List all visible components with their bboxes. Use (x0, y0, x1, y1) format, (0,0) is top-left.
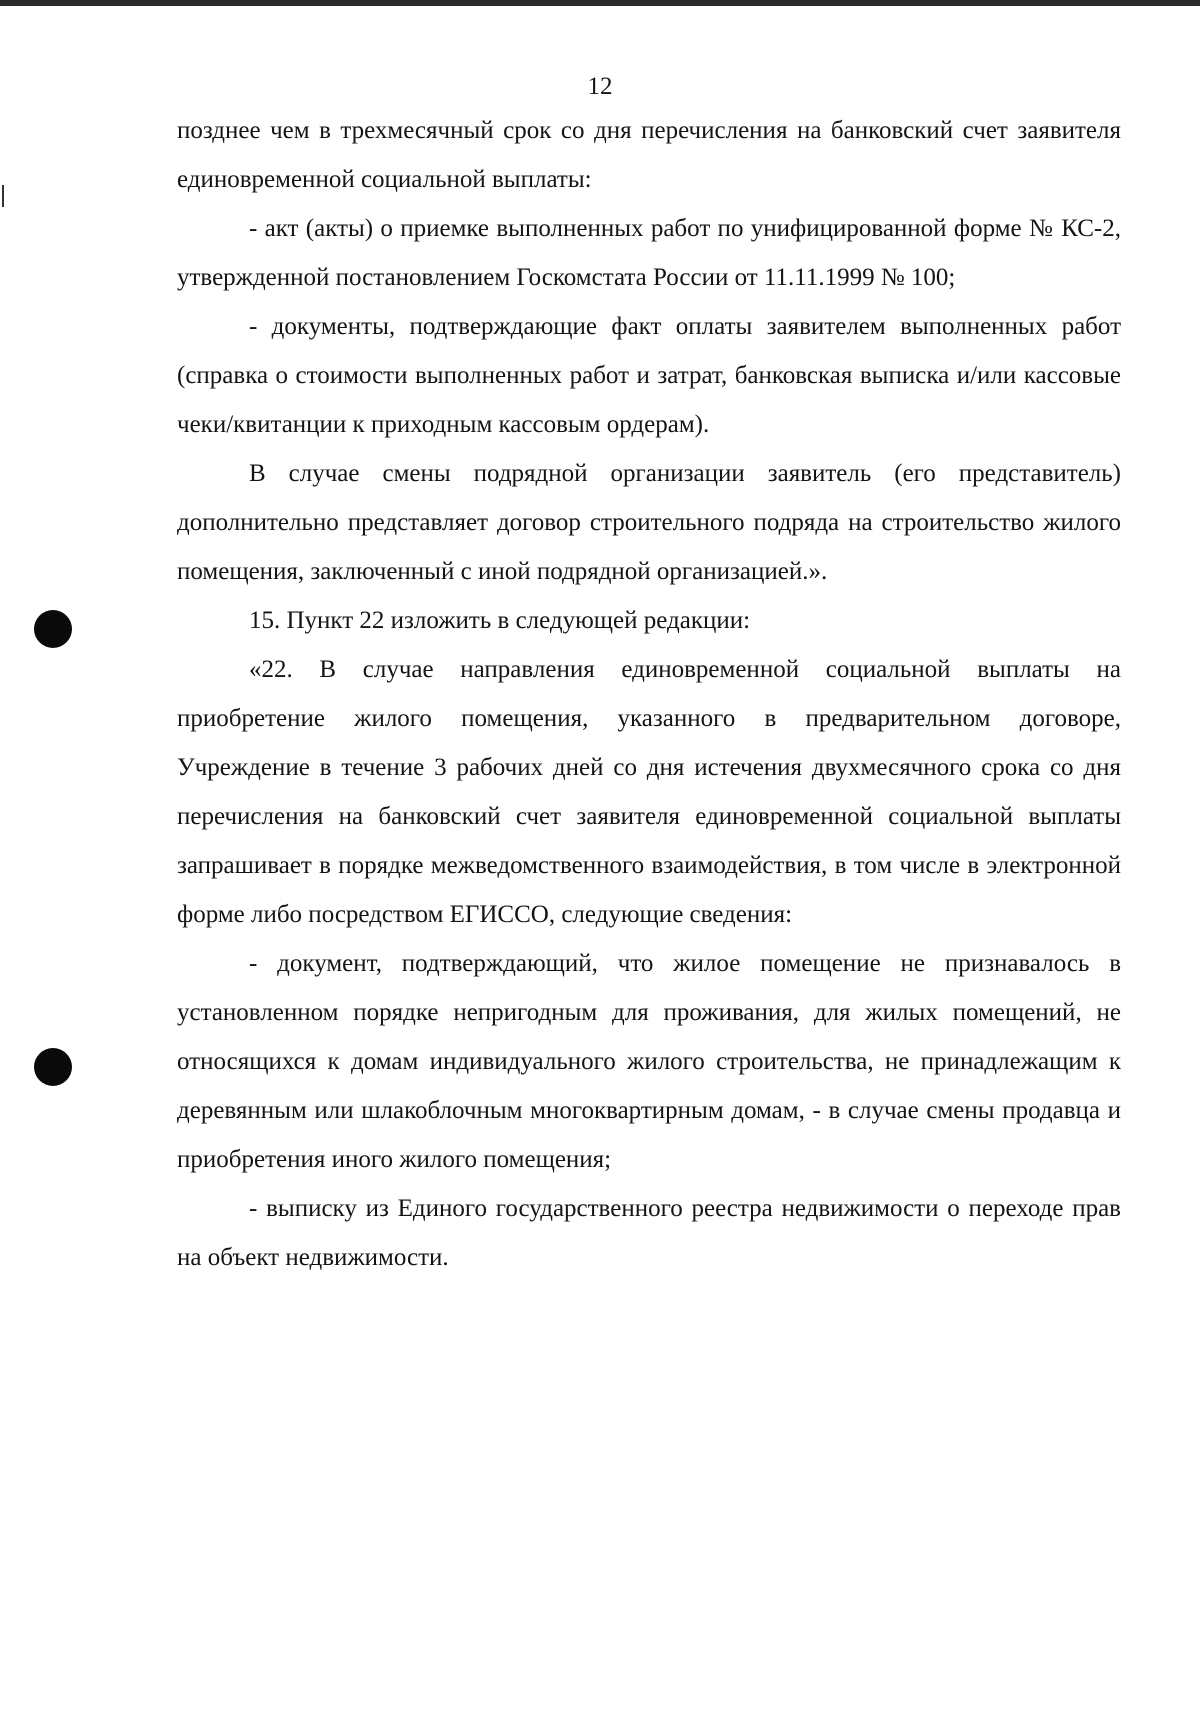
document-body (177, 106, 1121, 1282)
paragraph-item-15: 15. Пункт 22 изложить в следующей редакции: (249, 607, 751, 634)
paragraph-egrn-extract: - выписку из Единого государственного реестра недвижимости о переходе прав на объект недвижимости. (177, 1195, 1121, 1271)
paragraph-continuation: позднее чем в трехмесячный срок со дня перечисления на банковский счет заявителя единовременной социальной выплаты: (177, 117, 1121, 193)
paragraph-payment-documents: - документы, подтверждающие факт оплаты заявителем выполненных работ (справка о стоимости выполненных работ и затрат, банковская выписка и/или кассовые чеки/квитанции к приходным кассовым ордерам). (177, 313, 1121, 438)
page-number: 12 (587, 73, 613, 100)
paragraph-clause-22: «22. В случае направления единовременной социальной выплаты на приобретение жилого помещения, указанного в предварительном договоре, Учреждение в течение 3 рабочих дней со дня истечения двухмесячного срока со дня перечисления на банковский счет заявителя единовременной социальной выплаты запрашивает в порядке межведомственного взаимодействия, в том числе в электронной форме либо посредством ЕГИССО, следующие сведения: (177, 656, 1121, 928)
paragraph-contractor-change: В случае смены подрядной организации заявитель (его представитель) дополнительно представляет договор строительного подряда на строительство жилого помещения, заключенный с иной подрядной организацией.». (177, 460, 1121, 585)
paragraph-act-ks2: - акт (акты) о приемке выполненных работ по унифицированной форме № КС-2, утвержденной постановлением Госкомстата России от 11.11.1999 № 100; (177, 215, 1121, 291)
paragraph-housing-document: - документ, подтверждающий, что жилое помещение не признавалось в установленном порядке непригодным для проживания, для жилых помещений, не относящихся к домам индивидуального жилого строительства, не принадлежащим к деревянным или шлакоблочным многоквартирным домам, - в случае смены продавца и приобретения иного жилого помещения; (177, 950, 1121, 1173)
punch-hole-top (34, 610, 72, 648)
scan-edge (0, 0, 1200, 6)
scan-margin-mark (2, 185, 4, 207)
punch-hole-bottom (34, 1048, 72, 1086)
